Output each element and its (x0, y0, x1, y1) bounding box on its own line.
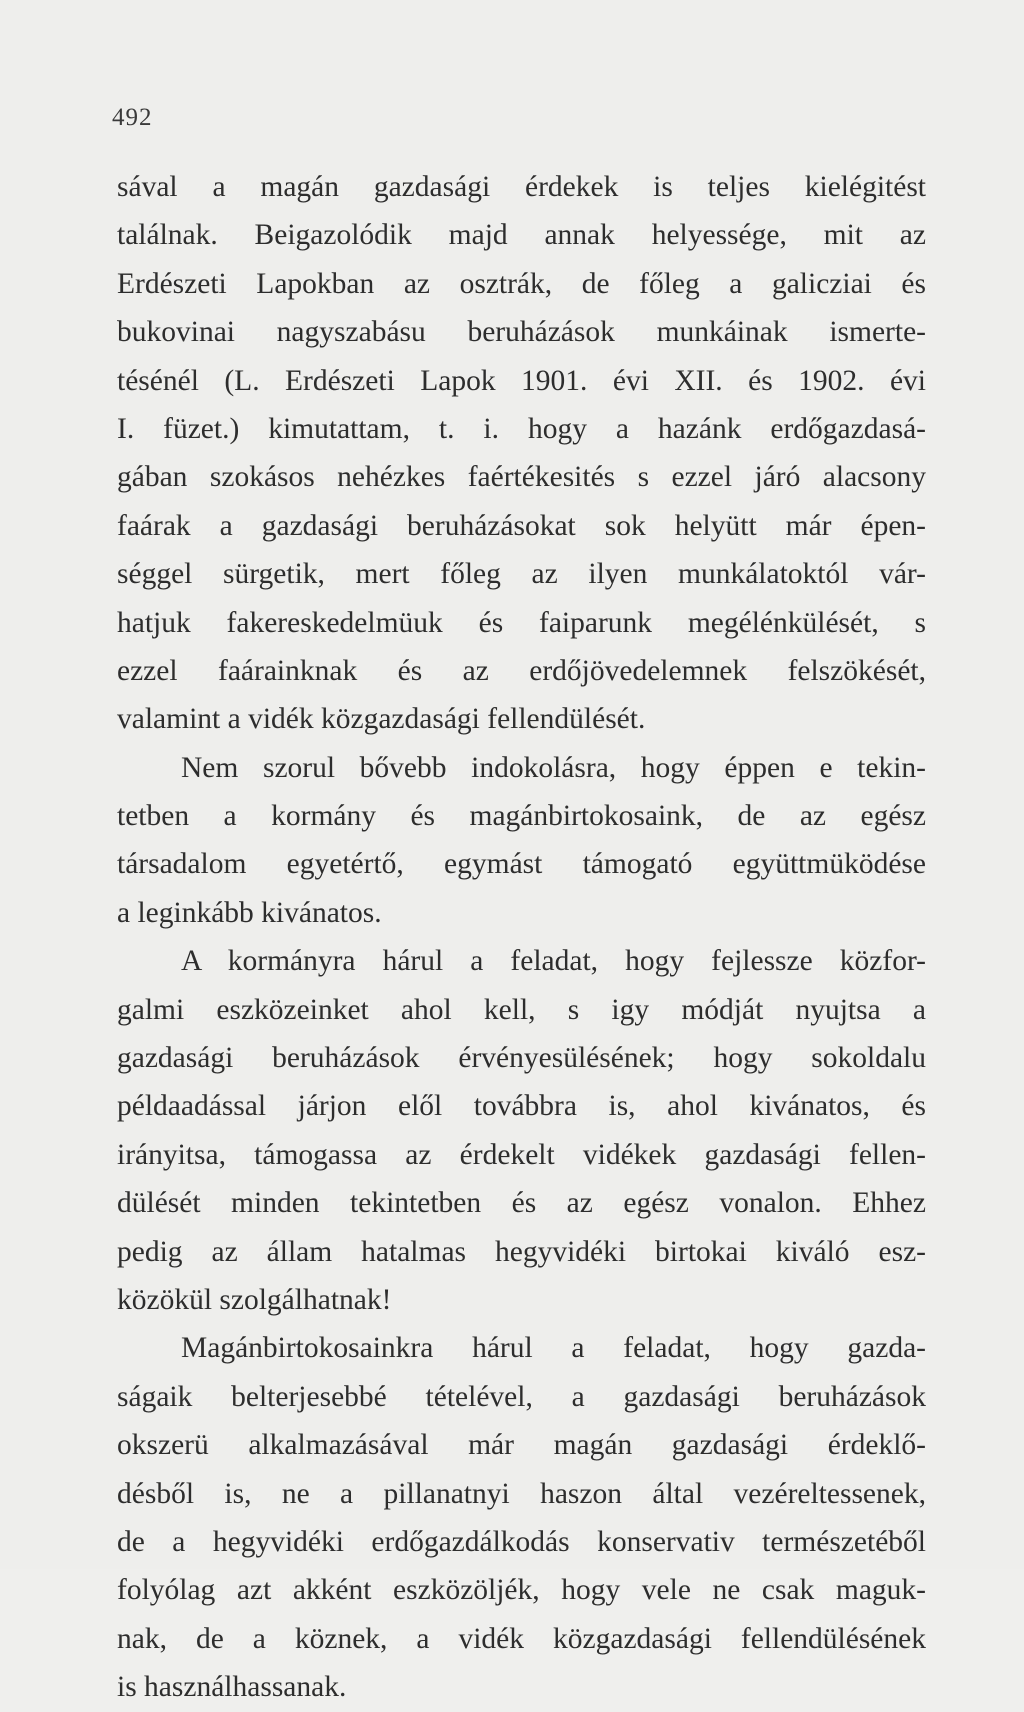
text-line: Magánbirtokosainkra hárul a feladat, hogy gazda- (181, 1332, 926, 1365)
body-text (117, 163, 926, 1712)
text-line: A kormányra hárul a feladat, hogy fejlessze közfor- (181, 945, 926, 978)
text-line: ságaik belterjesebbé tételével, a gazdasági beruházások (117, 1380, 926, 1413)
text-line: hatjuk fakereskedelmüuk és faiparunk megélénkülését, s (117, 606, 926, 639)
text-line: faárak a gazdasági beruházásokat sok helyütt már épen- (117, 509, 926, 542)
text-line: a leginkább kivánatos. (117, 896, 382, 929)
text-line: tetben a kormány és magánbirtokosaink, de az egész (117, 800, 926, 833)
text-line: dülését minden tekintetben és az egész vonalon. Ehhez (117, 1187, 926, 1220)
text-line: okszerü alkalmazásával már magán gazdasági érdeklő- (117, 1429, 926, 1462)
page-number: 492 (112, 104, 153, 131)
text-line: találnak. Beigazolódik majd annak helyessége, mit az (117, 219, 926, 252)
text-line: I. füzet.) kimutattam, t. i. hogy a hazánk erdőgazdasá- (117, 412, 926, 445)
text-line: sával a magán gazdasági érdekek is teljes kielégitést (117, 171, 926, 203)
text-line: is használhassanak. (117, 1671, 347, 1704)
text-line: bukovinai nagyszabásu beruházások munkáinak ismerte- (117, 316, 926, 349)
text-line: pedig az állam hatalmas hegyvidéki birtokai kiváló esz- (117, 1235, 926, 1268)
text-line: Erdészeti Lapokban az osztrák, de főleg a galicziai és (117, 267, 926, 300)
text-line: ezzel faárainknak és az erdőjövedelemnek felszökését, (117, 654, 926, 687)
text-line: gazdasági beruházások érvényesülésének; hogy sokoldalu (117, 1042, 926, 1075)
text-line: példaadással járjon elől továbbra is, ahol kivánatos, és (117, 1090, 926, 1123)
text-line: irányitsa, támogassa az érdekelt vidékek gazdasági fellen- (117, 1138, 926, 1171)
text-line: folyólag azt akként eszközöljék, hogy vele ne csak maguk- (117, 1574, 926, 1607)
text-line: galmi eszközeinket ahol kell, s igy módját nyujtsa a (117, 993, 926, 1026)
text-line: társadalom egyetértő, egymást támogató együttmüködése (117, 848, 926, 881)
text-line: de a hegyvidéki erdőgazdálkodás konservativ természetéből (117, 1525, 926, 1558)
text-line: gában szokásos nehézkes faértékesités s ezzel járó alacsony (117, 461, 926, 494)
text-line: közökül szolgálhatnak! (117, 1283, 392, 1316)
text-line: valamint a vidék közgazdasági fellendülését. (117, 703, 646, 736)
text-line: désből is, ne a pillanatnyi haszon által vezéreltessenek, (117, 1477, 926, 1510)
text-line: tésénél (L. Erdészeti Lapok 1901. évi XII. és 1902. évi (117, 364, 926, 397)
text-line: séggel sürgetik, mert főleg az ilyen munkálatoktól vár- (117, 558, 926, 591)
text-line: nak, de a köznek, a vidék közgazdasági fellendülésének (117, 1622, 926, 1655)
text-line: Nem szorul bővebb indokolásra, hogy éppen e tekin- (181, 751, 926, 784)
